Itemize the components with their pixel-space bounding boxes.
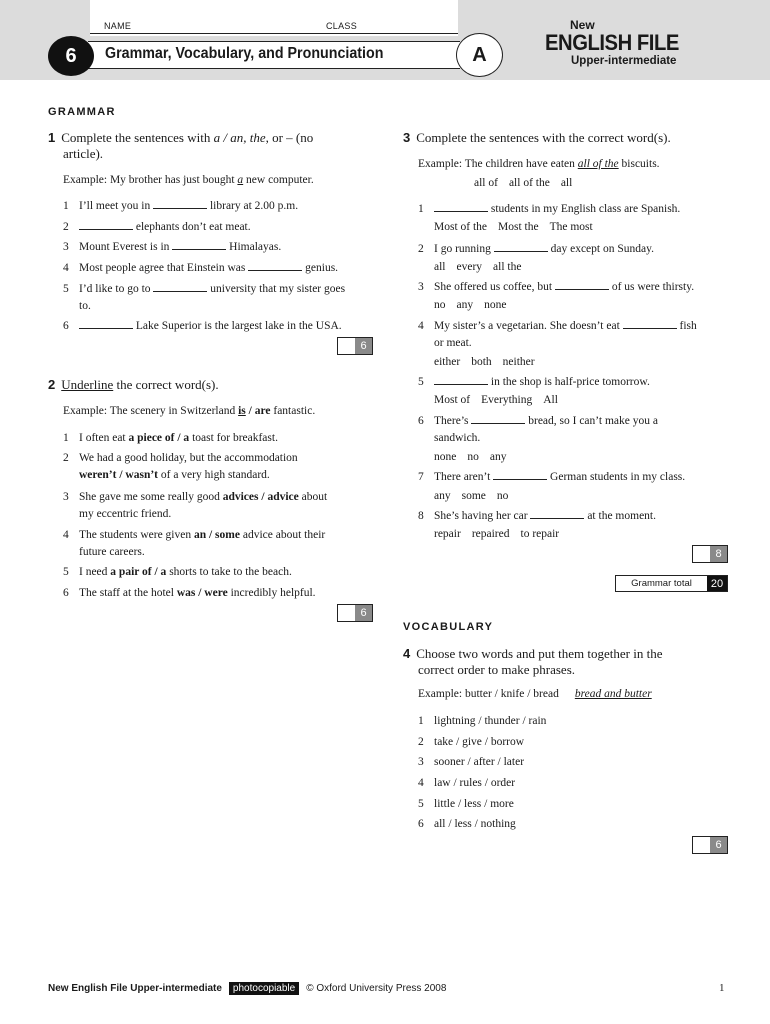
unit-number-badge: 6 <box>48 36 94 76</box>
answer-blank[interactable] <box>248 260 302 271</box>
score-box-exercise-2 <box>337 604 373 622</box>
option-word: The most <box>549 221 593 233</box>
exercise-4-example <box>418 686 652 702</box>
item-options <box>434 219 604 235</box>
example-text: Example: My brother has just bought <box>63 174 238 186</box>
list-item <box>63 527 383 561</box>
item-text: fish <box>676 320 697 332</box>
answer-blank[interactable] <box>623 318 677 329</box>
item-text: German students in my class. <box>547 471 686 483</box>
score-max: 6 <box>710 837 727 853</box>
score-box-exercise-1 <box>337 337 373 355</box>
example-text: fantastic. <box>270 405 316 417</box>
list-item <box>418 241 748 258</box>
answer-blank[interactable] <box>172 239 226 250</box>
item-number: 1 <box>418 203 424 215</box>
instr-text: the correct word(s). <box>113 377 219 392</box>
list-item <box>63 430 383 447</box>
item-text: sandwich. <box>434 432 481 444</box>
answer-blank[interactable] <box>471 413 525 424</box>
option-word: none <box>484 299 507 311</box>
item-number: 3 <box>418 281 424 293</box>
option-word: Most the <box>498 221 539 233</box>
item-text: or meat. <box>434 337 472 349</box>
item-text: The staff at the hotel <box>79 587 177 599</box>
item-number: 4 <box>418 320 424 332</box>
item-text: law / rules / order <box>434 777 516 789</box>
item-number: 6 <box>63 587 69 599</box>
class-label: CLASS <box>326 21 358 31</box>
item-text: take / give / borrow <box>434 736 525 748</box>
answer-blank[interactable] <box>153 281 207 292</box>
option-word: no <box>467 451 479 463</box>
item-number: 2 <box>418 243 424 255</box>
item-number: 1 <box>63 432 69 444</box>
option-word: All <box>543 394 558 406</box>
exercise-number: 4 <box>403 646 411 661</box>
item-number: 3 <box>63 241 69 253</box>
score-box-exercise-3 <box>692 545 728 563</box>
item-options <box>434 488 519 504</box>
exercise-number: 2 <box>48 377 56 392</box>
item-text: elephants don’t eat meat. <box>133 221 251 233</box>
name-line <box>90 33 458 34</box>
item-text: I go running <box>434 243 494 255</box>
item-text: She offered us coffee, but <box>434 281 555 293</box>
section-heading-vocabulary: VOCABULARY <box>403 621 494 633</box>
answer-blank[interactable] <box>493 469 547 480</box>
item-number: 6 <box>63 320 69 332</box>
item-text: I’ll meet you in <box>79 200 154 212</box>
grammar-total-label: Grammar total <box>631 578 692 589</box>
item-number: 4 <box>418 777 424 789</box>
exercise-number: 3 <box>403 130 411 145</box>
score-input[interactable] <box>338 605 355 621</box>
item-text: She’s having her car <box>434 510 531 522</box>
item-number: 5 <box>63 283 69 295</box>
option-word: repaired <box>471 528 510 540</box>
example-answer: bread and butter <box>574 688 652 700</box>
example-text: Example: The scenery in Switzerland <box>63 405 239 417</box>
item-number: 4 <box>63 262 69 274</box>
item-text: The students were given <box>79 529 194 541</box>
item-text: library at 2.00 p.m. <box>207 200 299 212</box>
item-text: sooner / after / later <box>434 756 525 768</box>
choice-options[interactable]: a pair of / a <box>110 566 167 578</box>
list-item <box>418 775 718 792</box>
score-max: 6 <box>355 605 372 621</box>
footer-book-title: New English File Upper-intermediate <box>48 983 222 994</box>
exercise-2-instructions <box>48 377 378 393</box>
answer-blank[interactable] <box>434 201 488 212</box>
item-text: bread, so I can’t make you a <box>525 415 658 427</box>
option-word: any <box>434 490 451 502</box>
answer-blank[interactable] <box>434 374 488 385</box>
item-number: 2 <box>418 736 424 748</box>
grammar-total-value: 20 <box>707 576 727 591</box>
item-text: at the moment. <box>584 510 656 522</box>
list-item <box>418 508 748 525</box>
score-input[interactable] <box>693 546 710 562</box>
item-options <box>434 449 517 465</box>
item-text: students in my English class are Spanish. <box>488 203 681 215</box>
option-word: repair <box>434 528 461 540</box>
page-number: 1 <box>719 982 725 994</box>
item-text: We had a good holiday, but the accommodation <box>79 452 298 464</box>
choice-options[interactable]: a piece of / a <box>128 432 190 444</box>
score-max: 6 <box>355 338 372 354</box>
footer-copyright: © Oxford University Press 2008 <box>306 983 447 994</box>
example-answer: is <box>238 405 246 417</box>
instr-text: article). <box>63 146 104 161</box>
answer-blank[interactable] <box>79 219 133 230</box>
item-number: 6 <box>418 818 424 830</box>
item-text: of us were thirsty. <box>608 281 695 293</box>
score-input[interactable] <box>693 837 710 853</box>
item-text: about <box>298 491 328 503</box>
item-text: all / less / nothing <box>434 818 516 830</box>
item-options <box>434 259 532 275</box>
answer-blank[interactable] <box>153 198 207 209</box>
item-number: 2 <box>63 452 69 464</box>
item-number: 6 <box>418 415 424 427</box>
item-text: of a very high standard. <box>158 469 270 481</box>
list-item <box>63 239 383 256</box>
item-text: There’s <box>434 415 472 427</box>
list-item <box>63 564 383 581</box>
item-text: My sister’s a vegetarian. She doesn’t eat <box>434 320 623 332</box>
option-word: either <box>434 356 461 368</box>
item-text: lightning / thunder / rain <box>434 715 547 727</box>
option-word: all the <box>493 261 522 273</box>
item-text: I often eat <box>79 432 129 444</box>
item-number: 2 <box>63 221 69 233</box>
item-text: genius. <box>302 262 339 274</box>
score-max: 8 <box>710 546 727 562</box>
exercise-4-instructions <box>403 646 743 678</box>
list-item <box>63 489 383 523</box>
brand-new: New <box>570 18 595 32</box>
instr-text: , or – (no <box>265 130 314 145</box>
item-text: toast for breakfast. <box>189 432 278 444</box>
list-item <box>418 201 748 218</box>
item-number: 5 <box>418 798 424 810</box>
example-sep: / <box>245 405 255 417</box>
item-options <box>434 297 517 313</box>
item-number: 1 <box>418 715 424 727</box>
brand-logo: ENGLISH FILE <box>545 30 679 55</box>
list-item <box>63 585 383 602</box>
option-word: any <box>456 299 474 311</box>
item-number: 4 <box>63 529 69 541</box>
score-box-exercise-4 <box>692 836 728 854</box>
section-heading-grammar: GRAMMAR <box>48 106 116 118</box>
exercise-number: 1 <box>48 130 56 145</box>
list-item <box>418 279 748 296</box>
item-text: my eccentric friend. <box>79 508 172 520</box>
answer-blank[interactable] <box>79 318 133 329</box>
option-word: Most of the <box>434 221 488 233</box>
item-text: future careers. <box>79 546 145 558</box>
exercise-3-instructions <box>403 130 743 146</box>
item-text: day except on Sunday. <box>547 243 654 255</box>
item-text: Himalayas. <box>226 241 282 253</box>
item-number: 3 <box>418 756 424 768</box>
list-item <box>418 469 748 486</box>
list-item <box>63 260 383 277</box>
exercise-2-example <box>63 403 315 419</box>
list-item <box>418 796 718 813</box>
name-class-strip <box>90 0 458 36</box>
exercise-3-example <box>418 156 660 172</box>
choice-options[interactable]: advices / advice <box>222 491 299 503</box>
list-item <box>418 816 718 833</box>
example-option: are <box>254 405 271 417</box>
answer-blank[interactable] <box>530 508 584 519</box>
instr-text: Complete the sentences with <box>61 130 214 145</box>
option-word: neither <box>502 356 535 368</box>
option-word: no <box>434 299 446 311</box>
item-text: I’d like to go to <box>79 283 154 295</box>
list-item <box>418 754 718 771</box>
instr-text: correct order to make phrases. <box>418 662 576 677</box>
example-text: Example: butter / knife / bread <box>418 688 559 700</box>
footer <box>48 982 446 995</box>
instr-underline: Underline <box>61 377 114 392</box>
item-text: Most people agree that Einstein was <box>79 262 249 274</box>
answer-blank[interactable] <box>494 241 548 252</box>
option-word: Most of <box>434 394 471 406</box>
item-text: shorts to take to the beach. <box>166 566 292 578</box>
option-word: all of the <box>508 177 550 189</box>
item-number: 7 <box>418 471 424 483</box>
option-word: any <box>489 451 507 463</box>
list-item <box>418 374 748 391</box>
photocopiable-badge: photocopiable <box>229 982 299 995</box>
item-text: incredibly helpful. <box>227 587 316 599</box>
option-word: to repair <box>520 528 560 540</box>
example-answer: a <box>237 174 244 186</box>
exercise-1-example <box>63 172 314 188</box>
example-text: biscuits. <box>618 158 660 170</box>
list-item <box>418 318 748 352</box>
item-text: Mount Everest is in <box>79 241 173 253</box>
option-word: none <box>434 451 457 463</box>
option-word: some <box>461 490 486 502</box>
option-word: all of <box>474 177 498 189</box>
instr-text: Complete the sentences with the correct word(s). <box>416 130 671 145</box>
item-number: 3 <box>63 491 69 503</box>
item-text: little / less / more <box>434 798 514 810</box>
instr-italic: a / an, the <box>213 130 266 145</box>
option-word: Everything <box>481 394 533 406</box>
item-options <box>434 526 570 542</box>
item-options <box>434 354 546 370</box>
choice-options[interactable]: was / were <box>176 587 228 599</box>
brand-level: Upper-intermediate <box>571 55 677 67</box>
item-number: 5 <box>63 566 69 578</box>
example-answer: all of the <box>577 158 619 170</box>
item-text: university that my sister goes <box>207 283 346 295</box>
item-text: in the shop is half-price tomorrow. <box>488 376 650 388</box>
item-options <box>434 392 569 408</box>
item-text: Lake Superior is the largest lake in the USA. <box>133 320 342 332</box>
answer-blank[interactable] <box>555 279 609 290</box>
item-number: 8 <box>418 510 424 522</box>
item-number: 1 <box>63 200 69 212</box>
option-word: every <box>456 261 483 273</box>
list-item <box>418 413 748 447</box>
list-item <box>418 734 718 751</box>
list-item <box>63 318 383 335</box>
list-item <box>63 281 383 315</box>
item-text: She gave me some really good <box>79 491 223 503</box>
grammar-total-box <box>615 575 728 592</box>
list-item <box>63 198 383 215</box>
instr-text: Choose two words and put them together in the <box>416 646 663 661</box>
example-text: new computer. <box>243 174 314 186</box>
item-text: advice about their <box>239 529 326 541</box>
option-word: no <box>496 490 509 502</box>
example-text: Example: The children have eaten <box>418 158 578 170</box>
item-number: 5 <box>418 376 424 388</box>
exercise-1-instructions <box>48 130 378 162</box>
choice-options[interactable]: weren’t / wasn’t <box>79 469 158 481</box>
item-text: I need <box>79 566 111 578</box>
choice-options[interactable]: an / some <box>193 529 240 541</box>
item-text: to. <box>79 300 91 312</box>
version-badge: A <box>456 33 503 77</box>
list-item <box>63 219 383 236</box>
list-item <box>418 713 718 730</box>
list-item <box>63 450 383 484</box>
name-label: NAME <box>104 21 132 31</box>
option-word: all <box>560 177 573 189</box>
score-input[interactable] <box>338 338 355 354</box>
option-word: both <box>471 356 492 368</box>
example-options <box>474 175 583 191</box>
page-title: Grammar, Vocabulary, and Pronunciation <box>105 45 384 62</box>
option-word: all <box>434 261 446 273</box>
item-text: There aren’t <box>434 471 494 483</box>
